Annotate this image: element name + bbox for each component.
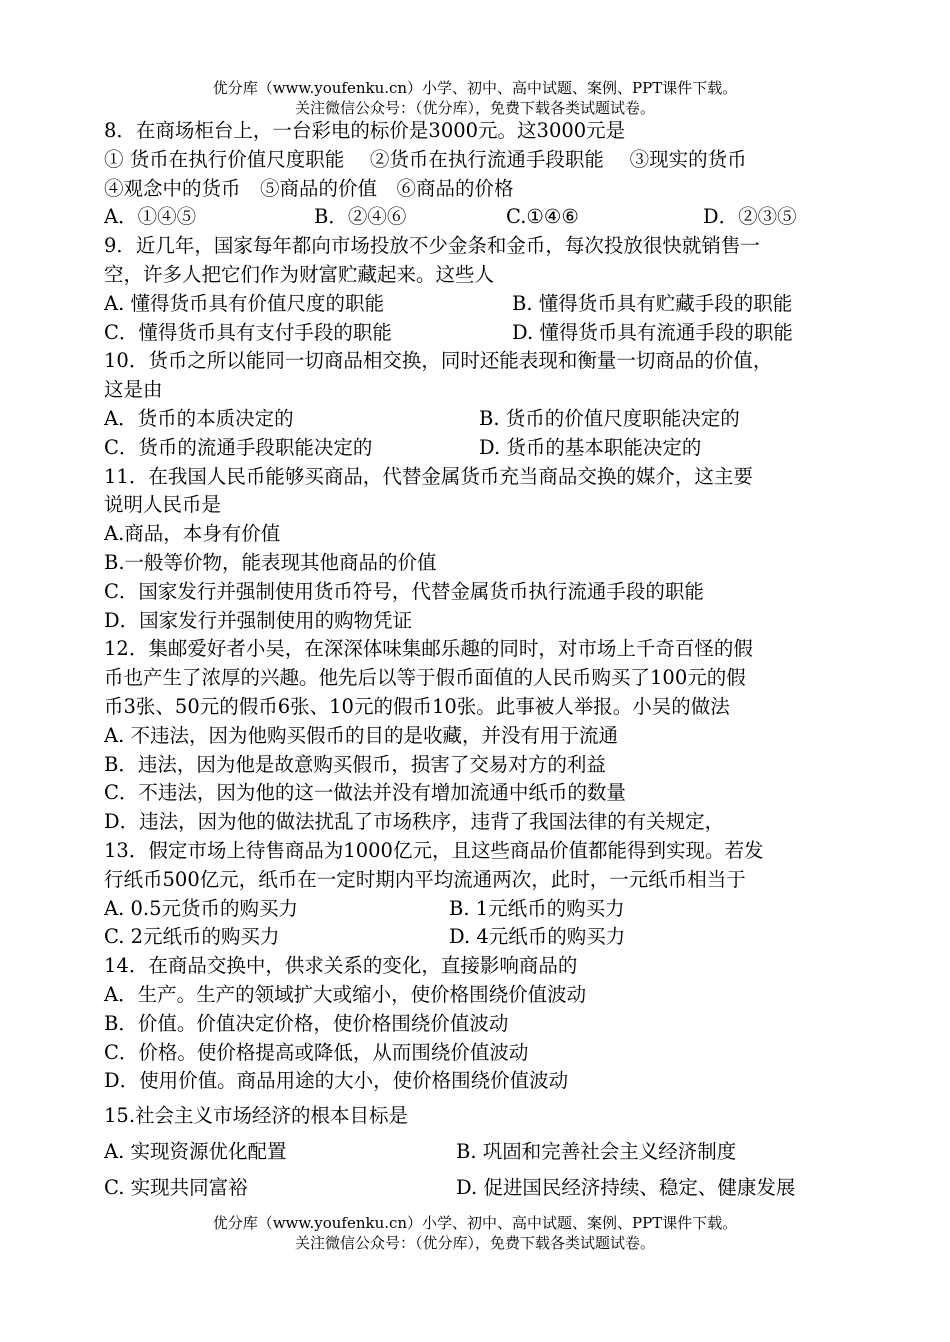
option-a: A. 实现资源优化配置 — [104, 1140, 287, 1164]
footer-line-2: 关注微信公众号：（优分库），免费下载各类试题试卷。 — [294, 1234, 655, 1252]
footer-line-1: 优分库（www.youfenku.cn）小学、初中、高中试题、案例、PPT课件下载。 — [212, 1214, 738, 1232]
option-d: D. 懂得货币具有流通手段的职能 — [512, 320, 793, 344]
options-row — [104, 1138, 864, 1174]
question-stem: 币也产生了浓厚的兴趣。他先后以等于假币面值的人民币购买了100元的假 — [104, 666, 746, 690]
option-c: C．不违法，因为他的这一做法并没有增加流通中纸币的数量 — [104, 781, 626, 805]
option-a: A. 不违法，因为他购买假币的目的是收藏，并没有用于流通 — [104, 723, 618, 747]
question-stem: 12．集邮爱好者小吴，在深深体味集邮乐趣的同时，对市场上千奇百怪的假 — [104, 637, 753, 661]
option-d: D. 4元纸币的购买力 — [449, 925, 626, 949]
option-d: D．使用价值。商品用途的大小，使价格围绕价值波动 — [104, 1069, 569, 1093]
question-stem: 行纸币500亿元，纸币在一定时期内平均流通两次，此时，一元纸币相当于 — [104, 867, 746, 891]
question-stem: 空，许多人把它们作为财富贮藏起来。这些人 — [104, 262, 495, 286]
exam-content — [104, 117, 864, 1210]
options-row — [104, 319, 864, 348]
option-d: D．国家发行并强制使用的购物凭证 — [104, 608, 413, 632]
option-d: D. 货币的基本职能决定的 — [479, 435, 702, 459]
question-stem: 10．货币之所以能同一切商品相交换，同时还能表现和衡量一切商品的价值， — [104, 349, 773, 373]
options-row — [104, 895, 864, 924]
question-15 — [104, 1102, 864, 1210]
question-stem: 9．近几年，国家每年都向市场投放不少金条和金币，每次投放很快就销售一 — [104, 234, 760, 258]
question-stem: 币3张、50元的假币6张、10元的假币10张。此事被人举报。小吴的做法 — [104, 694, 730, 718]
page-footer — [0, 1213, 950, 1253]
option-a: A．货币的本质决定的 — [104, 406, 294, 430]
option-d: D．违法，因为他的做法扰乱了市场秩序，违背了我国法律的有关规定， — [104, 810, 725, 834]
option-d: D. 促进国民经济持续、稳定、健康发展 — [456, 1176, 796, 1200]
question-14 — [104, 952, 864, 1096]
question-12 — [104, 635, 864, 837]
option-a: A．生产。生产的领域扩大或缩小，使价格围绕价值波动 — [104, 982, 587, 1006]
question-stem: 8．在商场柜台上，一台彩电的标价是3000元。这3000元是 — [104, 119, 626, 142]
option-b: B. 巩固和完善社会主义经济制度 — [456, 1140, 737, 1164]
option-a: A.商品，本身有价值 — [104, 522, 281, 546]
question-10 — [104, 347, 864, 462]
question-stem: 11．在我国人民币能够买商品，代替金属货币充当商品交换的媒介，这主要 — [104, 464, 753, 488]
option-c: C．国家发行并强制使用货币符号，代替金属货币执行流通手段的职能 — [104, 579, 704, 603]
option-b: B.一般等价物，能表现其他商品的价值 — [104, 550, 437, 574]
option-a: A. 0.5元货币的购买力 — [104, 896, 298, 920]
option-b: B．价值。价值决定价格，使价格围绕价值波动 — [104, 1011, 509, 1035]
option-c: C. 实现共同富裕 — [104, 1176, 248, 1200]
option-c: C．价格。使价格提高或降低，从而围绕价值波动 — [104, 1040, 529, 1064]
question-stem: 13．假定市场上待售商品为1000亿元，且这些商品价值都能得到实现。若发 — [104, 838, 764, 862]
question-8 — [104, 117, 864, 232]
question-stem: 说明人民币是 — [104, 493, 222, 517]
option-b: B. 货币的价值尺度职能决定的 — [479, 406, 740, 430]
options-row — [104, 203, 864, 232]
option-b: B. 1元纸币的购买力 — [449, 896, 625, 920]
option-b: B．②④⑥ — [314, 205, 407, 229]
option-c: C．货币的流通手段职能决定的 — [104, 435, 373, 459]
statement-list: ④观念中的货币 ⑤商品的价值 ⑥商品的价格 — [104, 176, 514, 200]
question-stem: 14．在商品交换中，供求关系的变化，直接影响商品的 — [104, 954, 578, 978]
question-stem: 这是由 — [104, 378, 163, 402]
page-header — [0, 78, 950, 118]
options-row — [104, 1174, 864, 1210]
option-d: D．②③⑤ — [703, 205, 797, 229]
option-c: C.①④⑥ — [506, 205, 579, 229]
options-row — [104, 290, 864, 319]
option-c: C．懂得货币具有支付手段的职能 — [104, 320, 392, 344]
header-line-1: 优分库（www.youfenku.cn）小学、初中、高中试题、案例、PPT课件下载。 — [212, 79, 738, 97]
question-9 — [104, 232, 864, 347]
options-row — [104, 923, 864, 952]
header-line-2: 关注微信公众号：（优分库），免费下载各类试题试卷。 — [294, 99, 655, 117]
question-13 — [104, 837, 864, 952]
statement-list: ① 货币在执行价值尺度职能 ②货币在执行流通手段职能 ③现实的货币 — [104, 147, 747, 171]
option-b: B. 懂得货币具有贮藏手段的职能 — [512, 291, 793, 315]
option-c: C. 2元纸币的购买力 — [104, 925, 280, 949]
option-b: B．违法，因为他是故意购买假币，损害了交易对方的利益 — [104, 752, 606, 776]
options-row — [104, 434, 864, 463]
option-a: A. 懂得货币具有价值尺度的职能 — [104, 291, 384, 315]
question-11 — [104, 463, 864, 636]
options-row — [104, 405, 864, 434]
option-a: A．①④⑤ — [104, 205, 197, 229]
question-stem: 15.社会主义市场经济的根本目标是 — [104, 1104, 409, 1128]
